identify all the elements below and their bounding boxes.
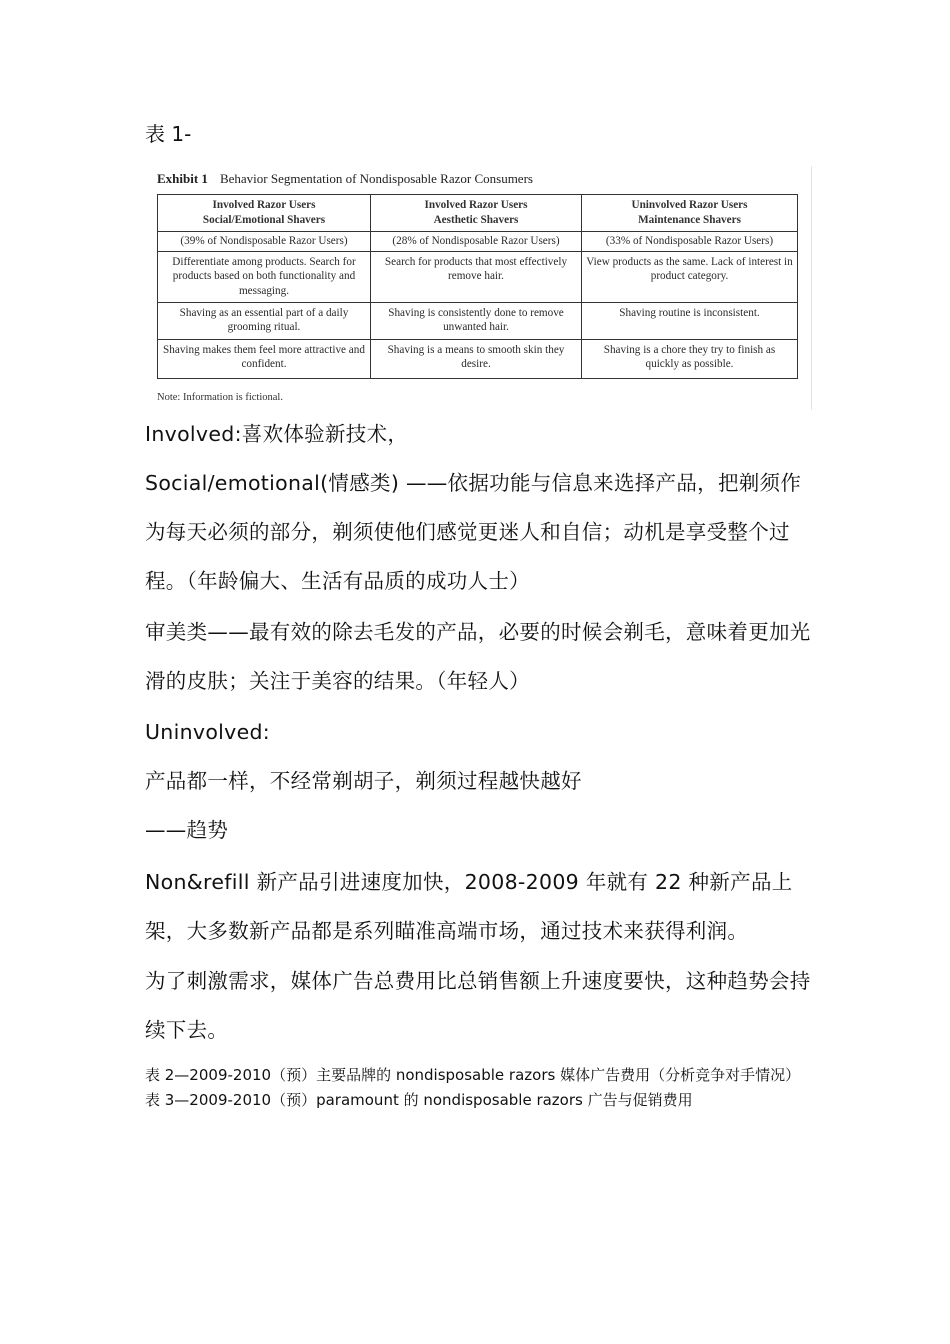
table-1-label: 表 1- xyxy=(145,122,192,146)
table-row xyxy=(158,251,798,302)
section-heading-trend: ——趋势 xyxy=(145,818,229,842)
table-row xyxy=(158,302,798,339)
table-cell: Shaving makes them feel more attractive and confident. xyxy=(158,339,371,378)
paragraph-advertising: 为了刺激需求，媒体广告总费用比总销售额上升速度要快，这种趋势会持续下去。 xyxy=(145,969,811,1042)
header-cell: Involved Razor Users Aesthetic Shavers xyxy=(371,195,582,232)
header-cell: Uninvolved Razor Users Maintenance Shavers xyxy=(582,195,798,232)
table-3-caption: 表 3—2009-2010（预）paramount 的 nondisposable razors 广告与促销费用 xyxy=(145,1091,693,1109)
table-cell: View products as the same. Lack of interest in product category. xyxy=(582,251,798,302)
table-header-row xyxy=(158,195,798,232)
table-cell: (39% of Nondisposable Razor Users) xyxy=(158,232,371,252)
paragraph-maintenance: 产品都一样，不经常剃胡子，剃须过程越快越好 xyxy=(145,769,582,793)
exhibit-image xyxy=(148,166,812,410)
table-cell: (28% of Nondisposable Razor Users) xyxy=(371,232,582,252)
table-cell: Differentiate among products. Search for products based on both functionality and messaging. xyxy=(158,251,371,302)
paragraph-new-products: Non&refill 新产品引进速度加快，2008-2009 年就有 22 种新产品上架，大多数新产品都是系列瞄准高端市场，通过技术来获得利润。 xyxy=(145,870,793,943)
segmentation-table xyxy=(157,194,798,379)
exhibit-number: Exhibit 1 xyxy=(157,171,208,186)
header-cell: Involved Razor Users Social/Emotional Shavers xyxy=(158,195,371,232)
table-cell: Shaving is a means to smooth skin they desire. xyxy=(371,339,582,378)
table-cell: Shaving is a chore they try to finish as quickly as possible. xyxy=(582,339,798,378)
exhibit-caption: Behavior Segmentation of Nondisposable Razor Consumers xyxy=(219,171,533,186)
paragraph-involved: Involved:喜欢体验新技术， xyxy=(145,422,409,446)
paragraph-uninvolved: Uninvolved: xyxy=(145,720,271,744)
exhibit-note: Note: Information is fictional. xyxy=(157,392,283,403)
exhibit-title xyxy=(157,171,533,187)
table-cell: (33% of Nondisposable Razor Users) xyxy=(582,232,798,252)
table-cell: Search for products that most effectively remove hair. xyxy=(371,251,582,302)
table-2-caption: 表 2—2009-2010（预）主要品牌的 nondisposable razors 媒体广告费用（分析竞争对手情况） xyxy=(145,1066,801,1084)
table-cell: Shaving is consistently done to remove unwanted hair. xyxy=(371,302,582,339)
table-row xyxy=(158,339,798,378)
table-cell: Shaving routine is inconsistent. xyxy=(582,302,798,339)
paragraph-social-emotional: Social/emotional(情感类) ——依据功能与信息来选择产品，把剃须作为每天必须的部分，剃须使他们感觉更迷人和自信；动机是享受整个过程。（年龄偏大、生活有品质的成功人士） xyxy=(145,471,802,593)
table-row xyxy=(158,232,798,252)
paragraph-aesthetic: 审美类——最有效的除去毛发的产品，必要的时候会剃毛，意味着更加光滑的皮肤；关注于美容的结果。（年轻人） xyxy=(145,620,811,693)
table-cell: Shaving as an essential part of a daily grooming ritual. xyxy=(158,302,371,339)
